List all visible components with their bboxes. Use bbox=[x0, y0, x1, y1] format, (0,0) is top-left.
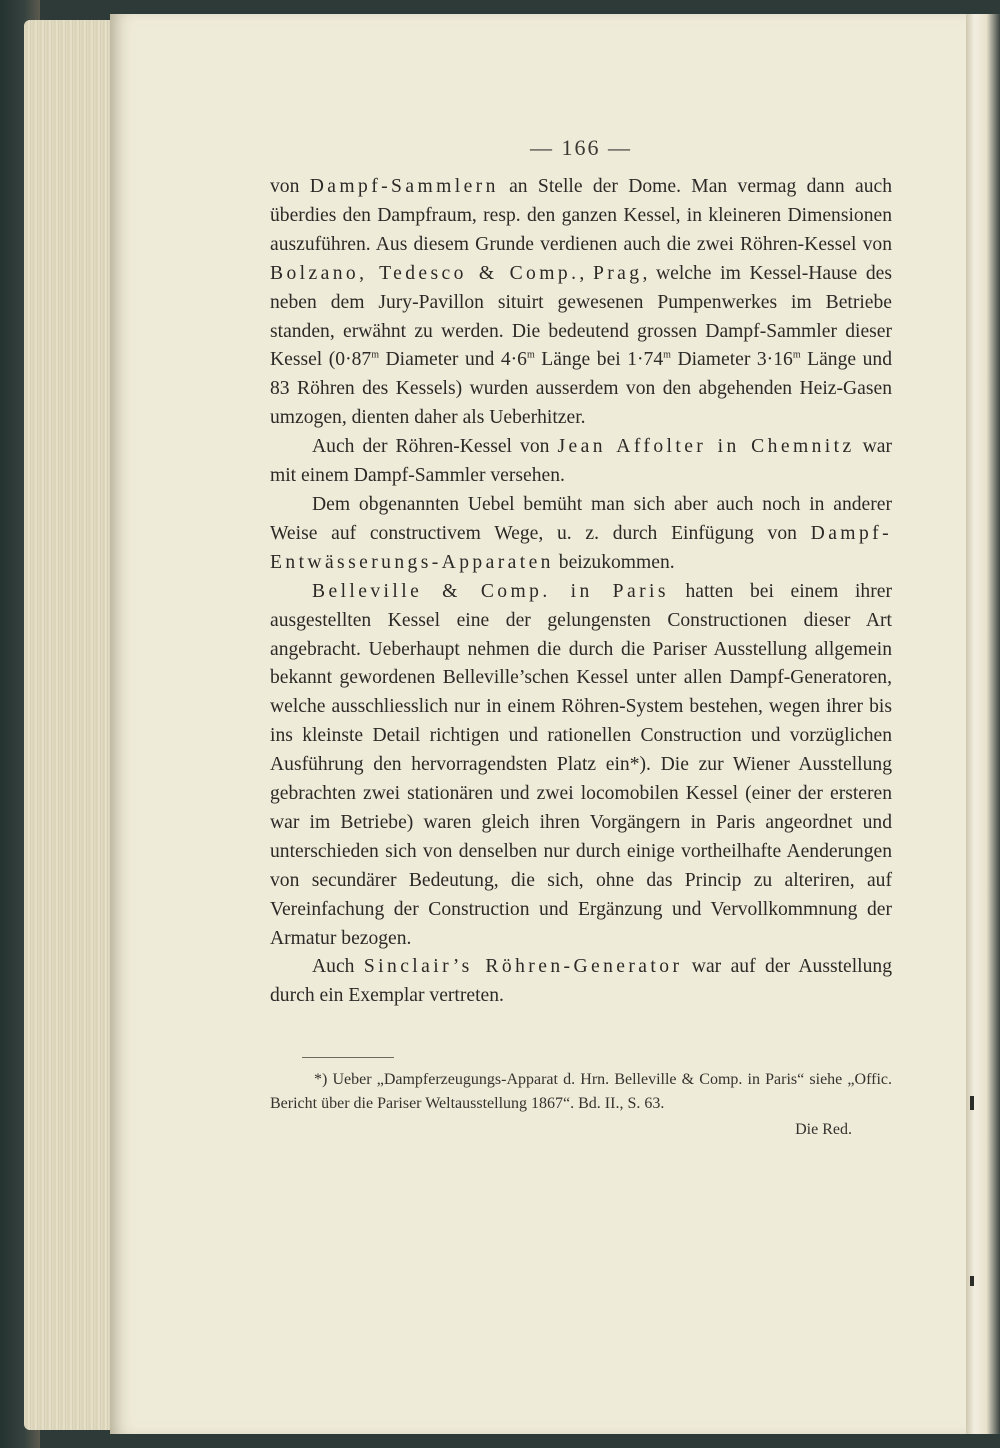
text-run: von bbox=[270, 176, 310, 197]
text-run: Diameter 3·16 bbox=[670, 349, 793, 371]
paragraph bbox=[270, 173, 892, 433]
paragraph bbox=[270, 433, 892, 491]
spaced-name: Dampf-Sammlern bbox=[309, 176, 499, 197]
unit-superscript: m bbox=[526, 349, 535, 361]
page-content bbox=[270, 135, 892, 1141]
unit-superscript: m bbox=[663, 349, 671, 361]
text-run: Dem obgenannten Uebel bemüht man sich aber auch noch in anderer Weise auf constructivem Wege, u. z. durch Einfügung von bbox=[270, 493, 892, 544]
footnote-rule bbox=[302, 1057, 394, 1058]
text-run: Länge und 83 Röhren des Kessels) wurden ausserdem von den abgehenden Heiz-Gasen umzogen, dienten daher als Ueberhitzer. bbox=[270, 349, 892, 429]
edge-mark bbox=[970, 1096, 974, 1110]
paragraph bbox=[270, 491, 892, 578]
text-run: Länge bei 1·74 bbox=[534, 349, 664, 371]
page-number: — 166 — bbox=[530, 135, 632, 160]
text-run: beizukommen. bbox=[553, 551, 675, 573]
unit-superscript: m bbox=[792, 349, 801, 361]
spaced-name: Jean Affolter in Chemnitz bbox=[557, 436, 855, 458]
next-page-edge bbox=[966, 14, 1000, 1434]
text-run: war auf der Ausstellung durch ein Exemplar vertreten. bbox=[270, 956, 892, 1007]
paragraph bbox=[270, 953, 892, 1011]
spaced-name: Dampf-Entwässerungs-Apparaten bbox=[270, 522, 892, 573]
unit-superscript: m bbox=[371, 349, 379, 361]
edge-mark bbox=[970, 1276, 974, 1286]
spaced-name: Belleville & Comp. in Paris bbox=[312, 580, 669, 602]
spaced-name: Bolzano, Tedesco & Comp. bbox=[270, 262, 580, 284]
editor-signature: Die Red. bbox=[795, 1121, 852, 1139]
spaced-name: Prag bbox=[592, 262, 643, 284]
paragraph bbox=[270, 578, 892, 954]
text-run: hatten bei einem ihrer ausgestellten Kessel eine der gelungensten Constructionen dieser Art angebracht. Ueberhaupt nehmen die durch die Pariser Ausstellung allgemein bekannt gewordenen Belleville’schen Kessel unter allen Dampf-Generatoren, welche ausschliesslich nur in einem Röhren-System bestehen, wegen ihrer bis ins kleinste Detail richtigen und rationellen Construction und vorzüglichen Ausführung den hervorragendsten Platz ein*). Die zur Wiener Ausstellung gebrachten zwei stationären und zwei locomobilen Kessel (einer der ersteren war im Betriebe) waren gleich ihren Vorgängern in Paris angeordnet und unterschieden sich von denselben nur durch einige vortheilhafte Aenderungen von secundärer Bedeutung, die sich, ohne das Princip zu alteriren, auf Vereinfachung der Construction und Ergänzung und Vervollkommnung der Armatur bezogen. bbox=[270, 580, 892, 949]
text-run: Auch der Röhren-Kessel von bbox=[312, 436, 558, 458]
text-run: Auch bbox=[312, 956, 364, 978]
text-run: , welche im Kessel-Hause des neben dem Jury-Pavillon situirt gewesenen Pumpenwerkes im Betriebe standen, erwähnt zu werden. Die bedeutend grossen Dampf-Sammler dieser Kessel (0·87 bbox=[270, 262, 892, 371]
text-run: war mit einem Dampf-Sammler versehen. bbox=[270, 436, 892, 487]
footnote: *) Ueber „Dampferzeugungs-Apparat d. Hrn. Belleville & Comp. in Paris“ siehe „Offic. Bericht über die Pariser Weltausstellung 1867“. Bd. II., S. 63. bbox=[270, 1071, 892, 1112]
text-run: Diameter und 4·6 bbox=[379, 349, 527, 371]
spaced-name: Sinclair’s Röhren-Generator bbox=[363, 956, 683, 978]
text-run: an Stelle der Dome. Man vermag dann auch überdies den Dampfraum, resp. den ganzen Kessel, in kleineren Dimensionen auszuführen. Aus diesem Grunde verdienen auch die zwei Röhren-Kessel von bbox=[270, 176, 892, 255]
text-run: , bbox=[579, 262, 593, 284]
